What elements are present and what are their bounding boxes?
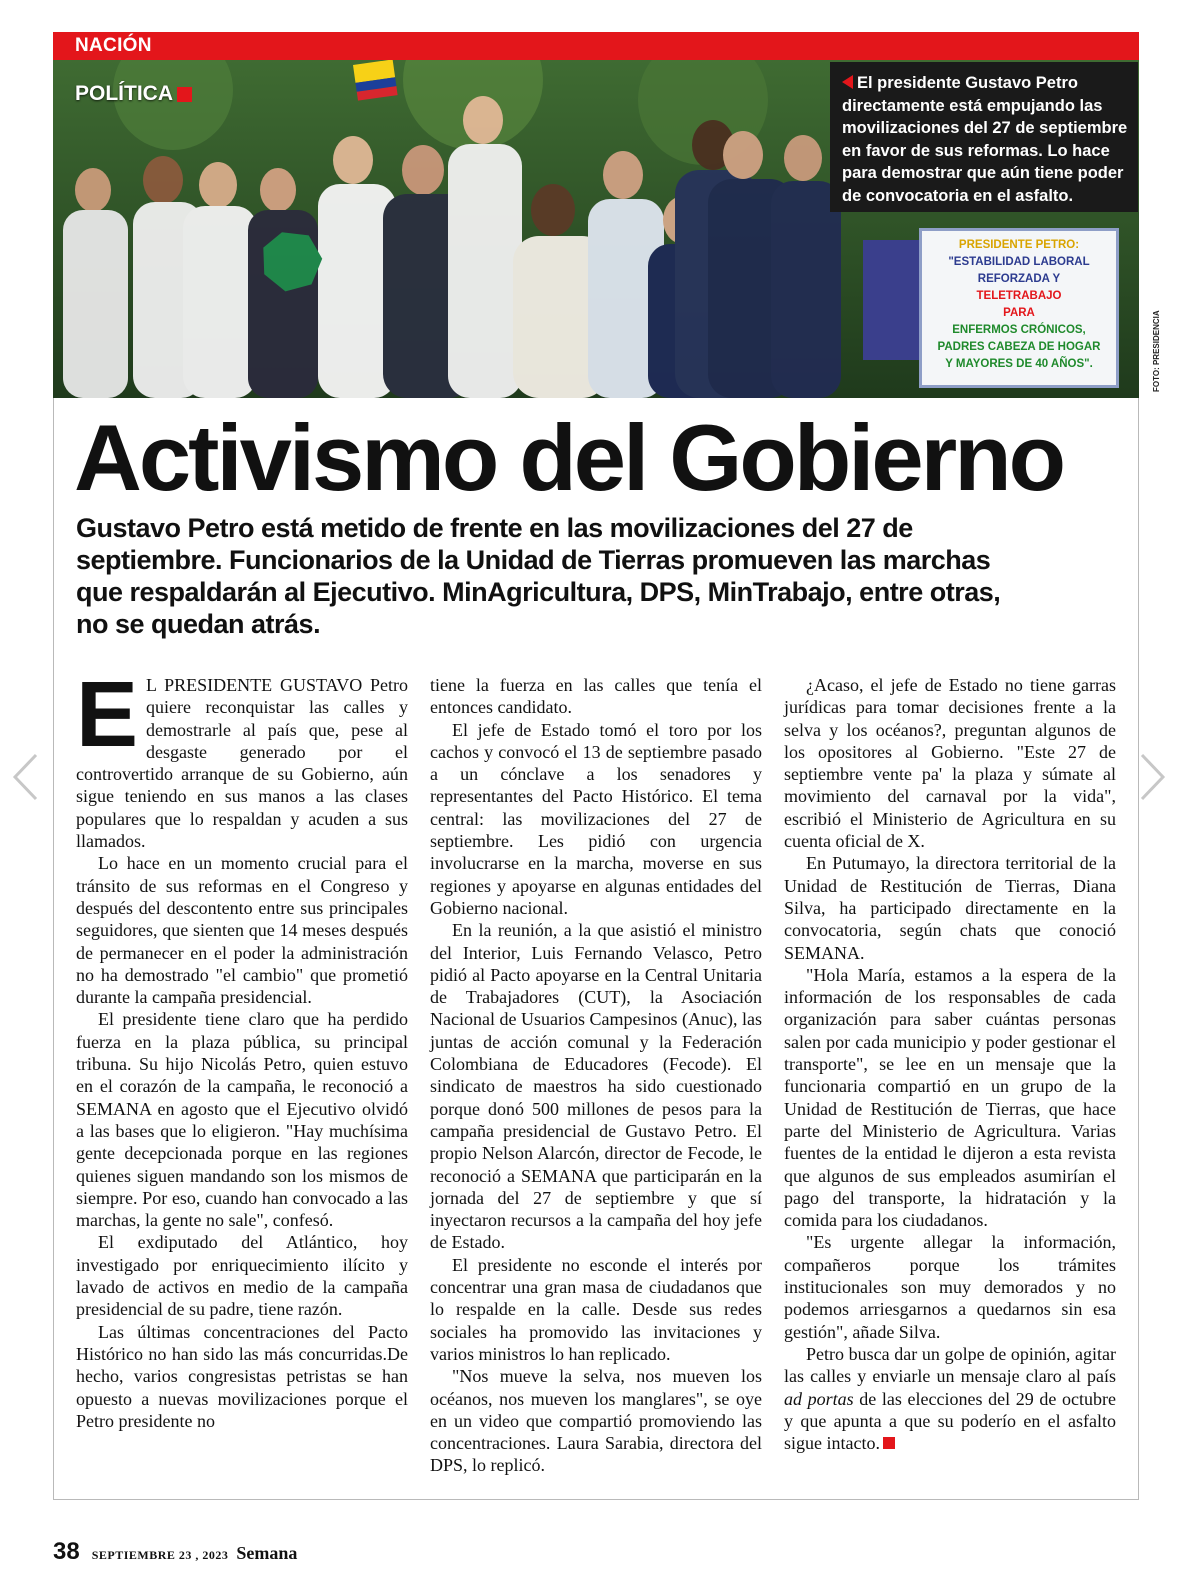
sign-line: PRESIDENTE PETRO: xyxy=(958,239,1080,251)
photo-credit xyxy=(1140,310,1161,400)
section-bar xyxy=(53,32,1139,60)
article-paragraph: El presidente tiene claro que ha perdido fuerza en la plaza pública, su principal tribuna. Su hijo Nicolás Petro, quien estuvo en el corazón de la campaña, le reconoció a SEMANA en agosto que el Ejecutivo olvidó a las bases que lo eligieron. "Hay muchísima gente decepcionada porque en las regiones quienes siguen mandando son los mismos de siempre. Por eso, cuando han convocado a las marchas, la gente no sale", confesó. xyxy=(76,1009,408,1231)
protest-sign xyxy=(919,228,1119,388)
red-square-icon xyxy=(177,87,192,102)
subsection-text: POLÍTICA xyxy=(75,82,173,105)
article-headline: Activismo del Gobierno xyxy=(74,405,1064,510)
article-paragraph-final xyxy=(784,1343,1116,1454)
italic-phrase: ad portas xyxy=(784,1388,854,1409)
article-paragraph: Las últimas concentraciones del Pacto Histórico no han sido las más concurridas.De hecho, varios congresistas petristas se han opuesto a nuevas movilizaciones porque el Petro presidente no xyxy=(76,1321,408,1431)
article-column-3 xyxy=(784,674,1116,1454)
article-paragraph: "Nos mueve la selva, nos mueven los océanos, nos mueven los manglares", se oye en un video que compartió promoviendo las concentraciones. Laura Sarabia, directora del DPS, lo replicó. xyxy=(430,1366,762,1476)
sign-line: PADRES CABEZA DE HOGAR xyxy=(937,341,1101,353)
page-footer xyxy=(53,1538,297,1566)
drop-cap: E xyxy=(76,662,139,766)
section-label: NACIÓN xyxy=(75,35,152,56)
caption-pointer-icon xyxy=(842,75,853,89)
article-column-2 xyxy=(430,674,762,1477)
article-paragraph: L PRESIDENTE GUSTAVO Petro quiere reconquistar las calles y demostrarle al país que, pese al desgaste generado por el controvertido arranque de su Gobierno, aún sigue teniendo en sus manos a las clases populares que lo respaldan y acuden a sus llamados. xyxy=(76,675,408,852)
article-paragraph: El jefe de Estado tomó el toro por los cachos y convocó el 13 de septiembre pasado a un cónclave a los senadores y representantes del Pacto Histórico. El tema central: las movilizaciones del 27 de septiembre. Les pidió con urgencia involucrarse en la marcha, moverse en sus regiones y apoyarse en algunas entidades del Gobierno nacional. xyxy=(430,719,762,918)
article-paragraph: El exdiputado del Atlántico, hoy investigado por enriquecimiento ilícito y lavado de activos en medio de la campaña presidencial de su padre, tiene razón. xyxy=(76,1232,408,1320)
photo-credit-text: FOTO: PRESIDENCIA xyxy=(1152,310,1161,392)
article-dek: Gustavo Petro está metido de frente en las movilizaciones del 27 de septiembre. Funcionarios de la Unidad de Tierras promueven las marchas que respaldarán al Ejecutivo. MinAgricultura, DPS, MinTrabajo, entre otras, no se quedan atrás. xyxy=(76,513,1001,639)
page-number: 38 xyxy=(53,1538,80,1565)
article-photo xyxy=(53,60,1139,398)
paragraph-text: de las elecciones del 29 de octubre y que apunta a que su poderío en el asfalto sigue intacto. xyxy=(784,1388,1117,1454)
article-paragraph: El presidente no esconde el interés por concentrar una gran masa de ciudadanos que lo respalde en la calle. Desde sus redes sociales ha promovido las invitaciones y varios ministros lo han replicado. xyxy=(430,1254,762,1364)
article-paragraph: ¿Acaso, el jefe de Estado no tiene garras jurídicas para tomar decisiones frente a la selva y los océanos?, preguntan algunos de los opositores al Gobierno. "Este 27 de septiembre vente pa' la plaza y súmate al movimiento del carnaval por la vida", escribió el Ministerio de Agricultura en su cuenta oficial de X. xyxy=(784,675,1116,852)
magazine-name: Semana xyxy=(236,1543,298,1563)
next-page-arrow-icon[interactable] xyxy=(1136,752,1168,802)
subsection-label xyxy=(75,82,192,106)
sign-line: "ESTABILIDAD LABORAL xyxy=(948,256,1090,268)
sign-line: ENFERMOS CRÓNICOS, xyxy=(952,324,1086,336)
article-column-1 xyxy=(76,662,408,1432)
end-mark-icon xyxy=(883,1437,895,1449)
article-paragraph: "Hola María, estamos a la espera de la información de los responsables de cada organización para saber cuántas personas salen por cada municipio y poder gestionar el transporte", se lee en un mensaje que la funcionaria compartió en un grupo de la Unidad de Restitución de Tierras, que hace parte del Ministerio de Agricultura. Varias fuentes de la entidad le dijeron a esta revista que algunos de sus empleados asumirían el pago del transporte, la hidratación y la comida para los ciudadanos. xyxy=(784,964,1116,1231)
sign-line: REFORZADA Y xyxy=(977,273,1061,285)
sign-line: TELETRABAJO xyxy=(976,290,1062,302)
sign-line: Y MAYORES DE 40 AÑOS". xyxy=(945,358,1093,370)
photo-caption-text: El presidente Gustavo Petro directamente está empujando las movilizaciones del 27 de septiembre en favor de sus reformas. Lo hace para demostrar que aún tiene poder de convocatoria en el asfalto. xyxy=(842,74,1128,205)
article-paragraph: En Putumayo, la directora territorial de la Unidad de Restitución de Tierras, Diana Silva, ha participado directamente en la convocatoria, según chats que conoció SEMANA. xyxy=(784,853,1116,963)
issue-date: SEPTIEMBRE 23 , 2023 xyxy=(91,1548,229,1562)
previous-page-arrow-icon[interactable] xyxy=(10,752,42,802)
article-paragraph: En la reunión, a la que asistió el ministro del Interior, Luis Fernando Velasco, Petro pidió al Pacto apoyarse en la Central Unitaria de Trabajadores (CUT), la Asociación Nacional de Usuarios Campesinos (Anuc), las juntas de acción comunal y la Federación Colombiana de Educadores (Fecode). El sindicato de maestros ha sido cuestionado porque donó 500 millones de pesos para la campaña presidencial de Gustavo Petro. El propio Nelson Alarcón, director de Fecode, le reconoció a SEMANA que participarán en la jornada del 27 de septiembre y que sí inyectaron recursos a la campaña del hoy jefe de Estado. xyxy=(430,920,762,1253)
paragraph-text: Petro busca dar un golpe de opinión, agitar las calles y enviarle un mensaje claro al país xyxy=(784,1343,1116,1387)
article-paragraph: tiene la fuerza en las calles que tenía el entonces candidato. xyxy=(430,675,762,718)
sign-line: PARA xyxy=(1003,307,1035,319)
article-paragraph: Lo hace en un momento crucial para el tránsito de sus reformas en el Congreso y después del descontento entre sus principales seguidores, que sienten que 14 meses después de permanecer en el poder la administración no ha demostrado "el cambio" que prometió durante la campaña presidencial. xyxy=(76,853,408,1008)
photo-caption xyxy=(830,62,1138,212)
colombia-flag xyxy=(353,60,398,101)
article-paragraph: "Es urgente allegar la información, compañeros porque los trámites institucionales son muy demorados y no podemos arriesgarnos a quedarnos sin esa gestión", añade Silva. xyxy=(784,1232,1116,1342)
